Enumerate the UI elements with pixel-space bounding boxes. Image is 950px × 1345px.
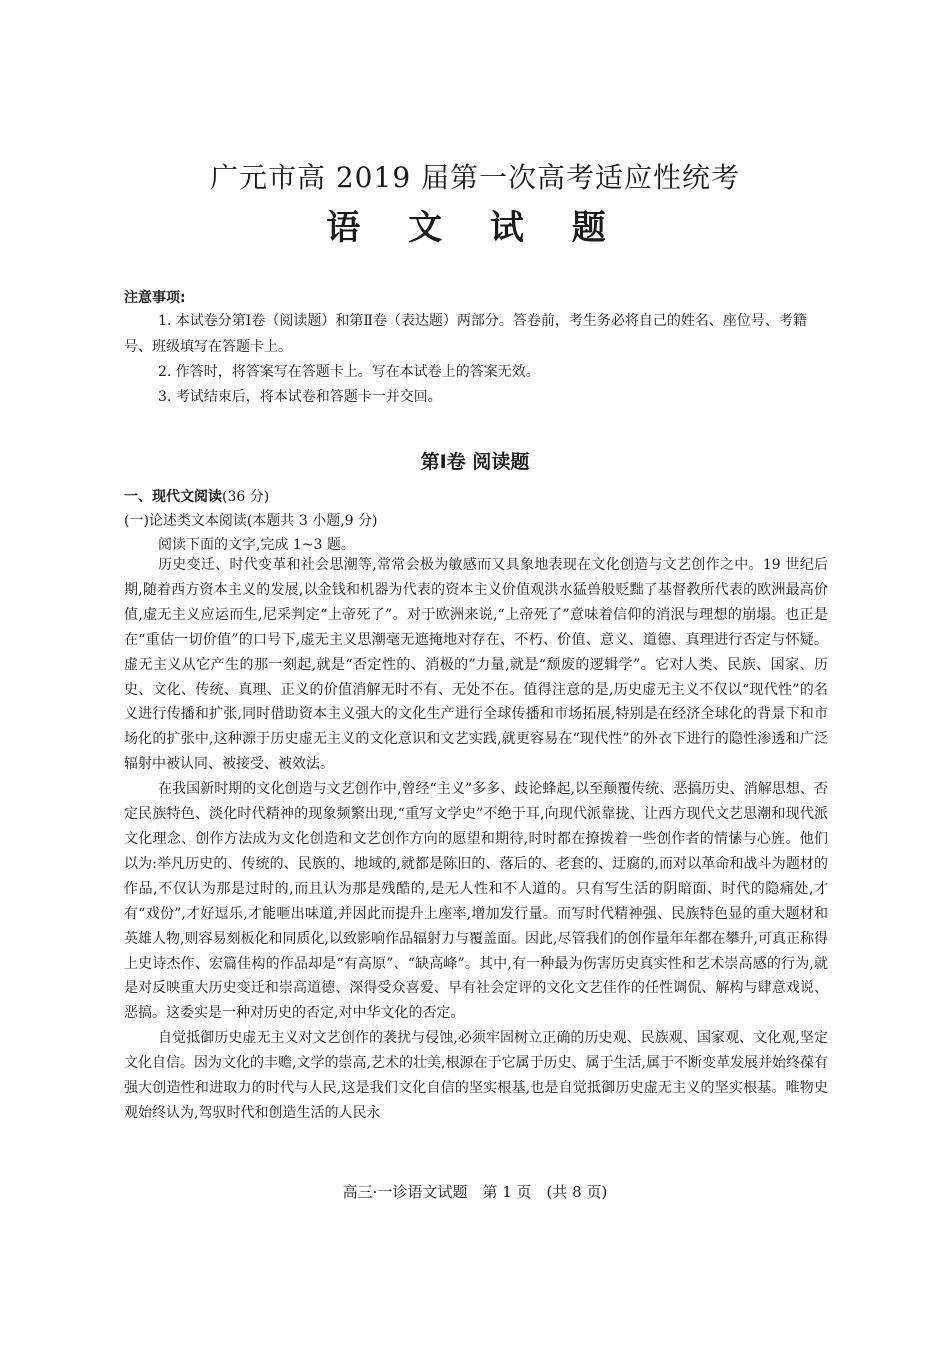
subject-title: 语 文 试 题 bbox=[326, 208, 624, 248]
passage-paragraph: 自觉抵御历史虚无主义对文艺创作的袭扰与侵蚀,必须牢固树立正确的历史观、民族观、国家观、文化观,坚定文化自信。因为文化的丰赡,文学的崇高,艺术的壮美,根源在于它属于历史、属于生活,属于不断变革发展并始终葆有强大创造性和进取力的时代与人民,这是我们文化自信的坚实根基,也是自觉抵御历史虚无主义的坚实根基。唯物史观始终认为,驾驭时代和创造生活的人民永 bbox=[124, 1030, 828, 1121]
notice-item: 2. 作答时，将答案写在答题卡上。写在本试卷上的答案无效。 bbox=[158, 364, 540, 380]
page-footer: 高三·一诊语文试题 第 1 页 (共 8 页) bbox=[342, 1183, 608, 1201]
reading-instruction: 阅读下面的文字,完成 1~3 题。 bbox=[158, 537, 355, 553]
reading-passage bbox=[124, 553, 828, 1126]
exam-title: 广元市高 2019 届第一次高考适应性统考 bbox=[209, 161, 741, 194]
notice-item: 1. 本试卷分第Ⅰ卷（阅读题）和第Ⅱ卷（表达题）两部分。答卷前，考生务必将自己的姓名、座位号、考籍号、班级填写在答题卡上。 bbox=[124, 313, 807, 355]
passage-paragraph: 历史变迁、时代变革和社会思潮等,常常会极为敏感而又具象地表现在文化创造与文艺创作之中。19 世纪后期,随着西方资本主义的发展,以金钱和机器为代表的资本主义价值观洪水猛兽般贬黜了基督教所代表的欧洲最高价值,虚无主义应运而生,尼采判定“上帝死了”。对于欧洲来说,“上帝死了”意味着信仰的消泯与理想的崩塌。也正是在“重估一切价值”的口号下,虚无主义思潮毫无遮掩地对存在、不朽、价值、意义、道德、真理进行否定与怀疑。虚无主义从它产生的那一刻起,就是“否定性的、消极的”力量,就是“颓废的逻辑学”。它对人类、民族、国家、历史、文化、传统、真理、正义的价值消解无时不有、无处不在。值得注意的是,历史虚无主义不仅以“现代性”的名义进行传播和扩张,同时借助资本主义强大的文化生产进行全球传播和市场拓展,特别是在经济全球化的背景下和市场化的扩张中,这种源于历史虚无主义的文化意识和文艺实践,就更容易在“现代性”的外衣下进行的隐性渗透和广泛辐射中被认同、被接受、被效法。 bbox=[124, 557, 828, 773]
section-title: 一、现代文阅读 bbox=[124, 489, 222, 505]
volume-heading: 第Ⅰ卷 阅读题 bbox=[420, 451, 530, 473]
section-score: (36 分) bbox=[222, 489, 270, 505]
passage-paragraph: 在我国新时期的文化创造与文艺创作中,曾经“主义”多多、歧论蜂起,以至颠覆传统、恶搞历史、消解思想、否定民族特色、淡化时代精神的现象频繁出现,“重写文学史”不绝于耳,向现代派靠拢、让西方现代文艺思潮和现代派文化理念、创作方法成为文化创造和文艺创作方向的愿望和期待,时时都在撩拨着一些创作者的情愫与心旌。他们以为:举凡历史的、传统的、民族的、地域的,就都是陈旧的、落后的、老套的、迂腐的,而对以革命和战斗为题材的作品,不仅认为那是过时的,而且认为那是残酷的,是无人性和不人道的。只有写生活的阴暗面、时代的隐痛处,才有“戏份”,才好逗乐,才能咂出味道,并因此而提升上座率,增加发行量。而写时代精神强、民族特色显的重大题材和英雄人物,则容易刻板化和同质化,以致影响作品辐射力与覆盖面。因此,尽管我们的创作量年年都在攀升,可真正称得上史诗杰作、宏篇佳构的作品却是“有高原”、“缺高峰”。其中,有一种最为伤害历史真实性和艺术崇高感的行为,就是对反映重大历史变迁和崇高道德、深得受众喜爱、早有社会定评的文化文艺佳作的任性调侃、解构与肆意戏说、恶搞。这委实是一种对历史的否定,对中华文化的否定。 bbox=[124, 781, 828, 1022]
section-heading bbox=[124, 486, 269, 506]
subsection-heading: (一)论述类文本阅读(本题共 3 小题,9 分) bbox=[124, 513, 378, 529]
notice-heading: 注意事项: bbox=[124, 290, 186, 306]
notice-item: 3. 考试结束后，将本试卷和答题卡一并交回。 bbox=[158, 389, 442, 405]
